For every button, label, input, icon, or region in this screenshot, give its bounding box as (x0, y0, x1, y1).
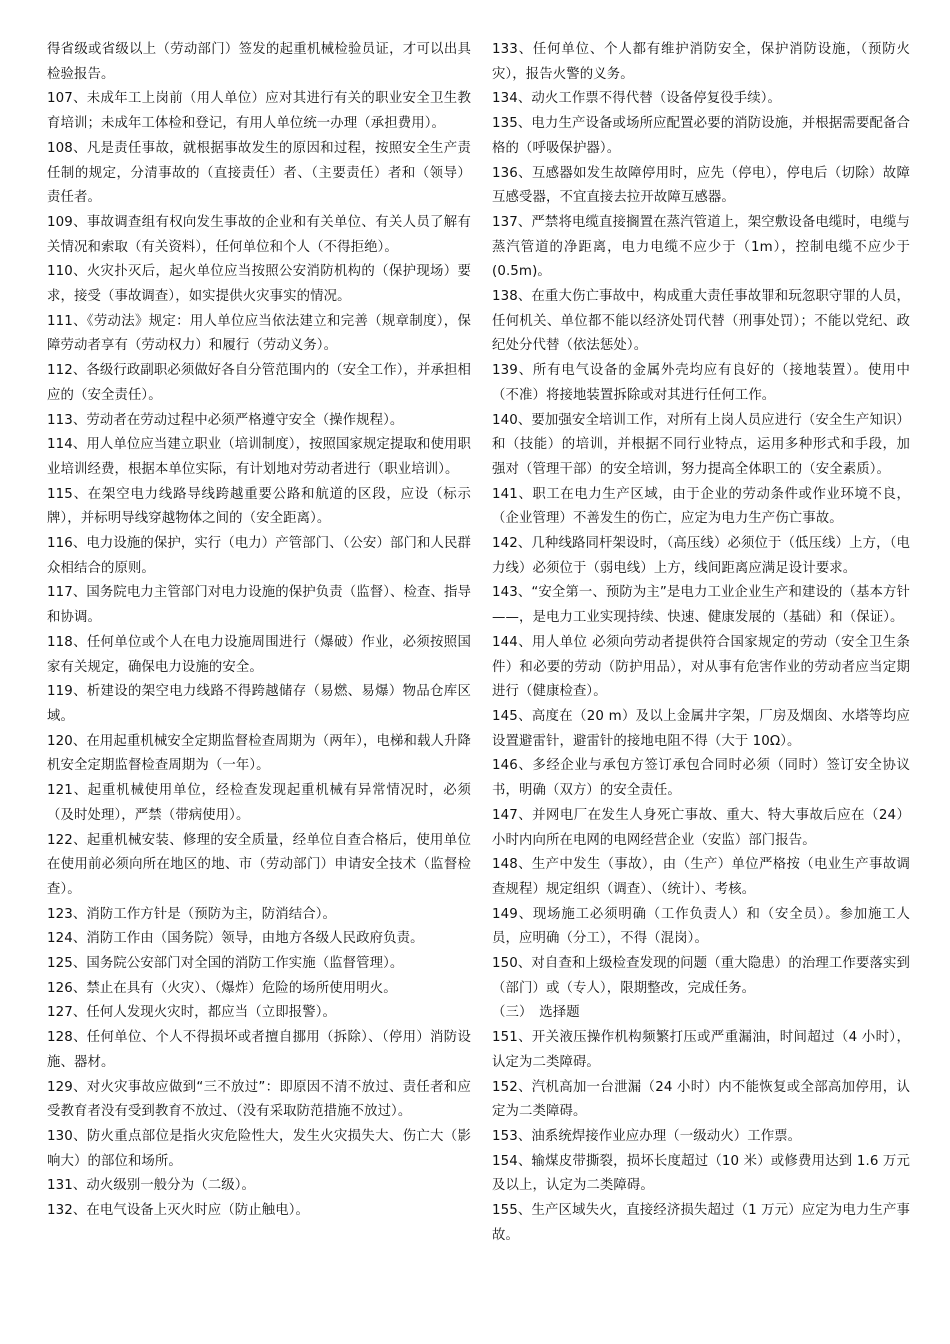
paragraph: 148、生产中发生（事故），由（生产）单位严格按（电业生产事故调查规程）规定组织（调查）、（统计）、考核。 (492, 857, 910, 897)
paragraph: 134、动火工作票不得代替（设备停复役手续）。 (492, 91, 781, 107)
paragraph: 117、国务院电力主管部门对电力设施的保护负责（监督）、检查、指导和协调。 (47, 585, 471, 626)
paragraph: 142、几种线路同杆架设时，（高压线）必须位于（低压线）上方，（电力线）必须位于（弱电线）上方，线间距离应满足设计要求。 (492, 536, 910, 576)
paragraph: 128、任何单位、个人不得损坏或者擅自挪用（拆除）、（停用）消防设施、器材。 (47, 1030, 471, 1070)
paragraph: 132、在电气设备上灭火时应（防止触电）。 (47, 1203, 309, 1219)
paragraph: 129、对火灾事故应做到“三不放过”：即原因不清不放过、责任者和应受教育者没有受到教育不放过、（没有采取防范措施不放过）。 (47, 1079, 471, 1120)
paragraph: 120、在用起重机械安全定期监督检查周期为（两年），电梯和载人升降机安全定期监督检查周期为（一年）。 (47, 733, 471, 774)
paragraph: 141、职工在电力生产区域，由于企业的劳动条件或作业环境不良，（企业管理）不善发生的伤亡，应定为电力生产伤亡事故。 (492, 486, 910, 527)
paragraph: 114、用人单位应当建立职业（培训制度），按照国家规定提取和使用职业培训经费，根据本单位实际，有计划地对劳动者进行（职业培训）。 (47, 437, 471, 477)
paragraph: 123、消防工作方针是（预防为主，防消结合）。 (47, 906, 336, 922)
paragraph: 137、严禁将电缆直接搁置在蒸汽管道上，架空敷设备电缆时，电缆与蒸汽管道的净距离，电力电缆不应少于（1m），控制电缆不应少于(0.5m)。 (492, 214, 910, 280)
paragraph: 113、劳动者在劳动过程中必须严格遵守安全（操作规程）。 (47, 412, 404, 428)
paragraph: 110、火灾扑灭后，起火单位应当按照公安消防机构的（保护现场）要求，接受（事故调查），如实提供火灾事实的情况。 (47, 264, 471, 305)
paragraph: 138、在重大伤亡事故中，构成重大责任事故罪和玩忽职守罪的人员，任何机关、单位都不能以经济处罚代替（刑事处罚）；不能以党纪、政纪处分代替（依法惩处）。 (492, 289, 910, 354)
paragraph: 126、禁止在具有（火灾）、（爆炸）危险的场所使用明火。 (47, 980, 397, 996)
paragraph: 124、消防工作由（国务院）领导，由地方各级人民政府负责。 (47, 931, 424, 947)
paragraph: 133、任何单位、个人都有维护消防安全，保护消防设施，（预防火灾），报告火警的义务。 (492, 42, 910, 82)
paragraph: 150、对自查和上级检查发现的问题（重大隐患）的治理工作要落实到（部门）或（专人），限期整改，完成任务。 (492, 956, 910, 996)
paragraph: 112、各级行政副职必须做好各自分管范围内的（安全工作），并承担相应的（安全责任）。 (47, 363, 471, 403)
paragraph: 145、高度在（20 m）及以上金属井字架，厂房及烟囱、水塔等均应设置避雷针，避雷针的接地电阻不得（大于 10Ω）。 (492, 708, 910, 749)
paragraph: 125、国务院公安部门对全国的消防工作实施（监督管理）。 (47, 956, 404, 972)
paragraph: 136、互感器如发生故障停用时，应先（停电），停电后（切除）故障互感受器，不宜直接去拉开故障互感器。 (492, 165, 910, 206)
paragraph: 151、开关液压操作机构频繁打压或严重漏油，时间超过（4 小时），认定为二类障碍。 (492, 1030, 910, 1070)
paragraph: 155、生产区域失火，直接经济损失超过（1 万元）应定为电力生产事故。 (492, 1203, 910, 1243)
section-heading: （三） 选择题 (492, 1005, 580, 1021)
paragraph: 154、输煤皮带撕裂，损坏长度超过（10 米）或修费用达到 1.6 万元及以上，认定为二类障碍。 (492, 1153, 910, 1194)
paragraph: 153、油系统焊接作业应办理（一级动火）工作票。 (492, 1128, 802, 1144)
paragraph: 144、用人单位 必须向劳动者提供符合国家规定的劳动（安全卫生条件）和必要的劳动（防护用品），对从事有危害作业的劳动者应当定期进行（健康检查）。 (492, 634, 910, 700)
right-column (492, 38, 910, 1248)
paragraph: 109、事故调查组有权向发生事故的企业和有关单位、有关人员了解有关情况和索取（有关资料），任何单位和个人（不得拒绝）。 (47, 214, 471, 255)
paragraph: 146、多经企业与承包方签订承包合同时必须（同时）签订安全协议书，明确（双方）的安全责任。 (492, 758, 910, 799)
paragraph: 127、任何人发现火灾时，都应当（立即报警）。 (47, 1005, 336, 1021)
paragraph: 139、所有电气设备的金属外壳均应有良好的（接地装置）。使用中（不准）将接地装置拆除或对其进行任何工作。 (492, 363, 910, 403)
left-column (47, 38, 471, 1224)
paragraph: 135、电力生产设备或场所应配置必要的消防设施，并根据需要配备合格的（呼吸保护器）。 (492, 116, 910, 156)
paragraph: 149、现场施工必须明确（工作负责人）和（安全员）。参加施工人员，应明确（分工），不得（混岗）。 (492, 906, 910, 947)
paragraph: 得省级或省级以上（劳动部门）签发的起重机械检验员证，才可以出具检验报告。 (47, 42, 471, 82)
paragraph: 116、电力设施的保护，实行（电力）产管部门、（公安）部门和人民群众相结合的原则。 (47, 536, 471, 576)
paragraph: 143、“安全第一、预防为主”是电力工业企业生产和建设的（基本方针——，是电力工业实现持续、快速、健康发展的（基础）和（保证）。 (492, 585, 910, 626)
paragraph: 121、起重机械使用单位，经检查发现起重机械有异常情况时，必须（及时处理），严禁（带病使用）。 (47, 783, 471, 823)
paragraph: 111、《劳动法》规定：用人单位应当依法建立和完善（规章制度），保障劳动者享有（劳动权力）和履行（劳动义务）。 (47, 313, 471, 354)
paragraph: 130、防火重点部位是指火灾危险性大，发生火灾损失大、伤亡大（影响大）的部位和场所。 (47, 1128, 471, 1169)
paragraph: 147、并网电厂在发生人身死亡事故、重大、特大事故后应在（24）小时内向所在电网的电网经营企业（安监）部门报告。 (492, 807, 910, 848)
paragraph: 107、未成年工上岗前（用人单位）应对其进行有关的职业安全卫生教育培训；未成年工体检和登记，有用人单位统一办理（承担费用）。 (47, 91, 471, 132)
paragraph: 140、要加强安全培训工作，对所有上岗人员应进行（安全生产知识）和（技能）的培训，并根据不同行业特点，运用多种形式和手段，加强对（管理干部）的安全培训，努力提高全体职工的（安全素质）。 (492, 412, 910, 477)
paragraph: 108、凡是责任事故，就根据事故发生的原因和过程，按照安全生产责任制的规定，分清事故的（直接责任）者、（主要责任）者和（领导）责任者。 (47, 140, 471, 206)
paragraph: 118、任何单位或个人在电力设施周围进行（爆破）作业，必须按照国家有关规定，确保电力设施的安全。 (47, 634, 471, 675)
paragraph: 119、析建设的架空电力线路不得跨越储存（易燃、易爆）物品仓库区域。 (47, 684, 471, 724)
paragraph: 122、起重机械安装、修理的安全质量，经单位自查合格后，使用单位在使用前必须向所在地区的地、市（劳动部门）申请安全技术（监督检查）。 (47, 832, 471, 897)
paragraph: 115、在架空电力线路导线跨越重要公路和航道的区段，应设（标示牌），并标明导线穿越物体之间的（安全距离）。 (47, 486, 471, 527)
paragraph: 131、动火级别一般分为（二级）。 (47, 1178, 256, 1194)
paragraph: 152、汽机高加一台泄漏（24 小时）内不能恢复或全部高加停用，认定为二类障碍。 (492, 1079, 910, 1120)
